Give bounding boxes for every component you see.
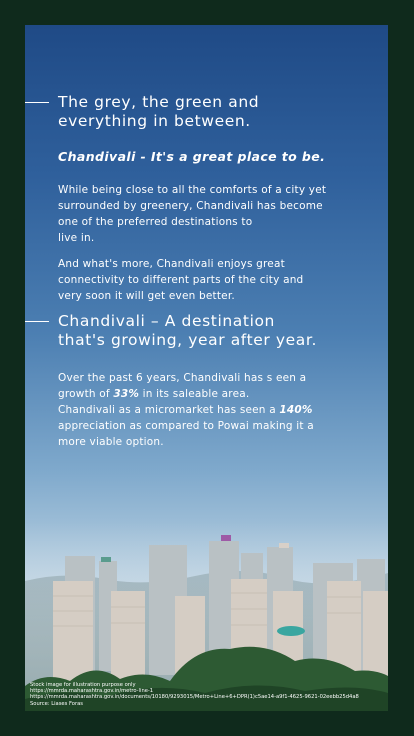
text-segment: Chandivali as a micromarket has seen a — [58, 404, 280, 416]
paragraph: While being close to all the comforts of a city yet surrounded by greenery, Chandivali has become one of the preferred destinations to live in. — [58, 184, 327, 244]
credit-link[interactable]: https://mmrda.maharashtra.gov.in/documents/10180/9293015/Metro+Line+6+DPR(1)c5ae14-a9f1-4625-9621-02eebb25d4a8 — [30, 694, 359, 701]
heading-line: that's growing, year after year. — [58, 331, 317, 349]
section-destination — [58, 312, 376, 460]
heading-line: Chandivali – A destination — [58, 312, 275, 330]
image-credits — [30, 682, 359, 707]
section-heading — [58, 93, 376, 131]
tagline: Chandivali - It's a great place to be. — [58, 149, 326, 164]
paragraph: And what's more, Chandivali enjoys great connectivity to different parts of the city and very soon it will get even better. — [58, 258, 304, 302]
section-heading — [58, 312, 376, 350]
paragraph — [58, 402, 376, 450]
growth-stat: 33% — [113, 388, 140, 400]
heading-line: everything in between. — [58, 112, 251, 130]
text-segment: in its saleable area. — [139, 388, 250, 400]
credit-line: Source: Liases Foras — [30, 700, 83, 707]
appreciation-stat: 140% — [279, 404, 313, 416]
text-segment: Over the past 6 years, Chandivali has s een a growth of — [58, 372, 307, 400]
heading-rule — [25, 321, 49, 322]
paragraph — [58, 370, 376, 402]
promo-card — [25, 25, 388, 711]
heading-rule — [25, 102, 49, 103]
heading-line: The grey, the green and — [58, 93, 260, 111]
credit-line: Stock image for illustration purpose only — [30, 681, 136, 688]
credit-link[interactable]: https://mmrda.maharashtra.gov.in/metro-line-1 — [30, 688, 154, 695]
section-grey-green — [58, 93, 376, 314]
text-segment: appreciation as compared to Powai making it a more viable option. — [58, 420, 314, 448]
